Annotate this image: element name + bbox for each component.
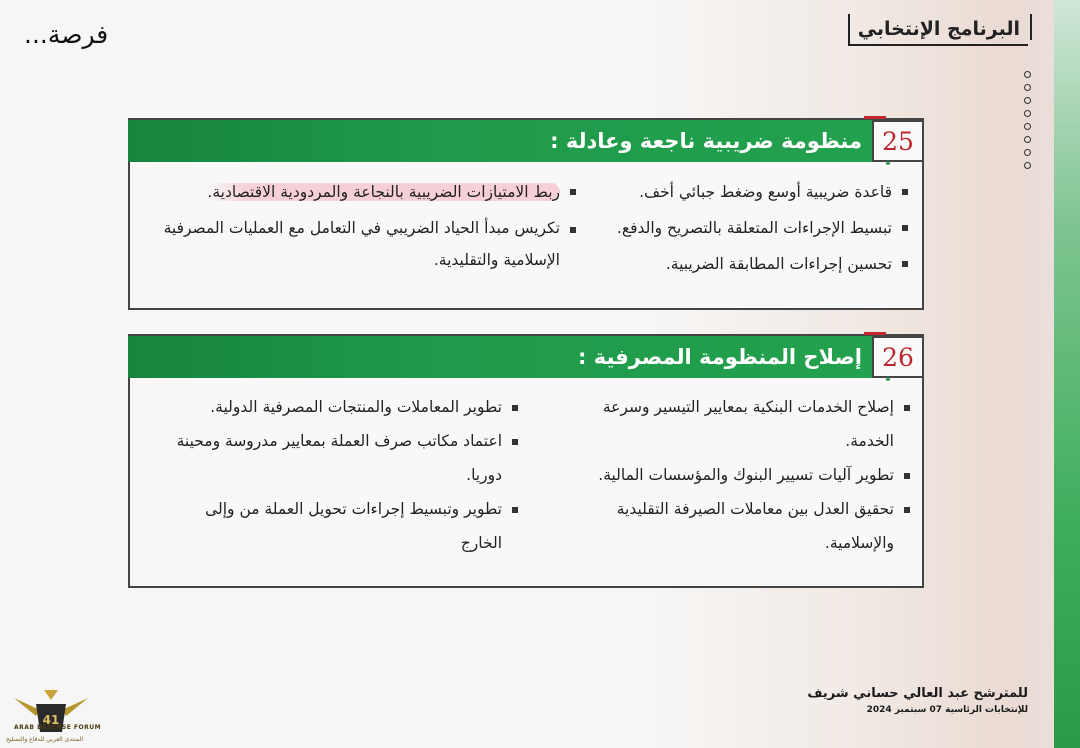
section-header <box>128 120 924 162</box>
list-item <box>140 174 580 210</box>
election-date: للإنتخابات الرئاسية 07 سبتمبر 2024 <box>866 705 1028 715</box>
decorative-dots <box>1024 71 1032 175</box>
section-number: 26 <box>872 336 924 378</box>
section-number: 25 <box>872 120 924 162</box>
left-column <box>140 174 580 276</box>
side-stripe <box>1054 0 1080 748</box>
list-item: تحسين إجراءات المطابقة الضريبية. <box>592 246 912 282</box>
list-item: تبسيط الإجراءات المتعلقة بالتصريح والدفع. <box>592 210 912 246</box>
candidate-name: للمترشح عبد العالي حساني شريف <box>807 686 1028 701</box>
logo-tagline: المنتدى العربي للدفاع والتسليح <box>6 736 83 743</box>
section-card-26 <box>128 334 924 588</box>
list-item: إصلاح الخدمات البنكية بمعايير التيسير وسرعة الخدمة. <box>584 390 914 458</box>
list-item: اعتماد مكاتب صرف العملة بمعايير مدروسة ومحينة دوريا. <box>162 424 522 492</box>
list-item: تطوير وتبسيط إجراءات تحويل العملة من وإلى الخارج <box>162 492 522 560</box>
program-title: البرنامج الإنتخابي <box>848 14 1028 46</box>
list-item: تطوير المعاملات والمنتجات المصرفية الدولية. <box>162 390 522 424</box>
corner-tagline: فرصة... <box>24 20 109 49</box>
section-card-25 <box>128 118 924 310</box>
logo-name: ARAB DEFENSE FORUM <box>14 724 102 731</box>
logo-number: 41 <box>42 713 60 727</box>
list-item: تطوير آليات تسيير البنوك والمؤسسات المالية. <box>584 458 914 492</box>
section-header <box>128 336 924 378</box>
left-column <box>162 390 522 560</box>
list-item: تحقيق العدل بين معاملات الصيرفة التقليدية والإسلامية. <box>584 492 914 560</box>
highlighted-text: ربط الامتيازات الضريبية بالنجاعة والمردودية الاقتصادية. <box>207 183 560 201</box>
list-item: قاعدة ضريبية أوسع وضغط جبائي أخف. <box>592 174 912 210</box>
list-item: تكريس مبدأ الحياد الضريبي في التعامل مع العمليات المصرفية الإسلامية والتقليدية. <box>140 212 580 276</box>
footer <box>807 686 1028 715</box>
section-title: منظومة ضريبية ناجعة وعادلة : <box>550 129 862 153</box>
right-column <box>592 174 912 282</box>
section-title: إصلاح المنظومة المصرفية : <box>578 345 862 369</box>
right-column <box>584 390 914 560</box>
